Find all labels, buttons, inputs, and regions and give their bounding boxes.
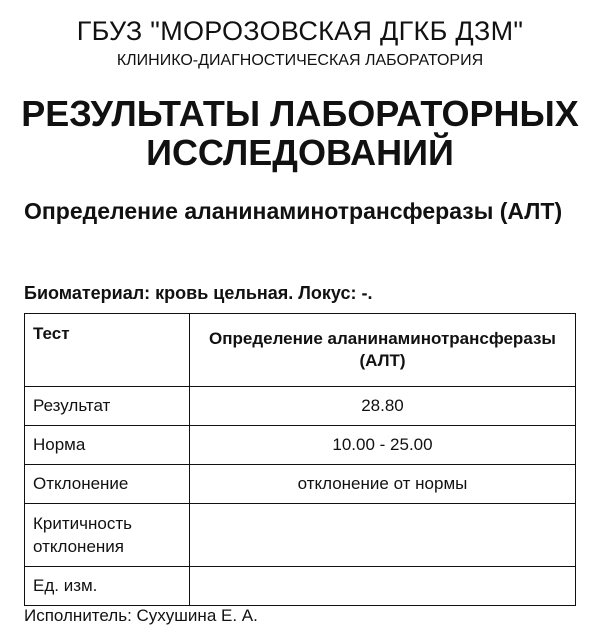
table-row-norm <box>25 426 576 465</box>
row-value-criticality <box>190 504 576 567</box>
test-title: Определение аланинаминотрансферазы (АЛТ) <box>24 198 563 224</box>
row-label-deviation: Отклонение <box>25 465 190 504</box>
header-test-label: Тест <box>25 314 190 387</box>
table-row-deviation <box>25 465 576 504</box>
organization-name: ГБУЗ "МОРОЗОВСКАЯ ДГКБ ДЗМ" <box>76 16 524 46</box>
table-header-row <box>25 314 576 387</box>
row-value-result: 28.80 <box>190 387 576 426</box>
row-value-units <box>190 567 576 606</box>
laboratory-name: КЛИНИКО-ДИАГНОСТИЧЕСКАЯ ЛАБОРАТОРИЯ <box>116 52 484 69</box>
document-title: РЕЗУЛЬТАТЫ ЛАБОРАТОРНЫХ ИССЛЕДОВАНИЙ <box>21 93 579 173</box>
row-value-norm: 10.00 - 25.00 <box>190 426 576 465</box>
row-label-units: Ед. изм. <box>25 567 190 606</box>
executor-line: Исполнитель: Сухушина Е. А. <box>24 606 258 625</box>
results-table <box>24 313 576 606</box>
row-label-result: Результат <box>25 387 190 426</box>
header-test-name: Определение аланинаминотрансферазы (АЛТ) <box>190 314 576 387</box>
table-row-criticality <box>25 504 576 567</box>
table-row-result <box>25 387 576 426</box>
row-label-norm: Норма <box>25 426 190 465</box>
biomaterial-line: Биоматериал: кровь цельная. Локус: -. <box>24 283 373 303</box>
table-row-units <box>25 567 576 606</box>
row-value-deviation: отклонение от нормы <box>190 465 576 504</box>
row-label-criticality: Критичность отклонения <box>25 504 190 567</box>
